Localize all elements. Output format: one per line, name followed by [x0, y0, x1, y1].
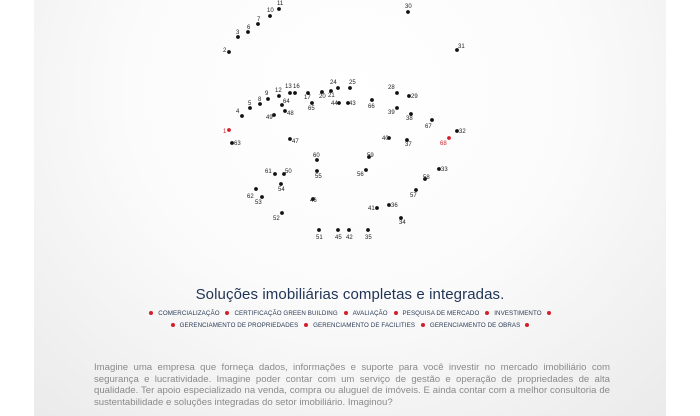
puzzle-dot-8: [258, 97, 262, 106]
dot-number: 38: [406, 116, 413, 122]
dot-number: 12: [275, 88, 282, 94]
dot-number: 10: [267, 8, 274, 14]
dot-marker: [366, 228, 370, 232]
dot-number: 60: [313, 153, 320, 159]
puzzle-dot-1: [223, 128, 231, 135]
dot-number: 1: [223, 129, 227, 135]
dot-number: 11: [277, 1, 284, 7]
dot-number: 37: [405, 142, 412, 148]
puzzle-dot-10: [267, 8, 274, 18]
puzzle-dot-35: [365, 228, 372, 241]
puzzle-dot-60: [313, 153, 320, 162]
puzzle-dot-42: [346, 228, 353, 241]
dot-number: 39: [388, 110, 395, 116]
puzzle-dot-12: [275, 88, 282, 98]
service-item: [304, 322, 415, 329]
dot-marker: [266, 97, 270, 101]
dot-marker: [310, 101, 314, 105]
dot-number: 41: [368, 206, 375, 212]
puzzle-dot-33: [437, 167, 448, 173]
bullet-dot-icon: [171, 323, 175, 327]
puzzle-dot-43: [346, 101, 356, 107]
dot-number: 7: [257, 17, 261, 23]
bullet-dot-icon: [304, 323, 308, 327]
dot-marker: [293, 91, 297, 95]
puzzle-dot-49: [266, 113, 276, 121]
puzzle-dot-57: [410, 188, 418, 199]
puzzle-dot-58: [423, 175, 430, 181]
bullet-dot-icon: [225, 311, 229, 315]
dot-marker: [375, 206, 379, 210]
dot-marker: [268, 14, 272, 18]
puzzle-dot-59: [367, 153, 374, 159]
bullet-dot-icon: [525, 323, 529, 327]
dot-number: 63: [234, 141, 241, 147]
puzzle-dot-56: [357, 168, 368, 178]
service-item: [149, 310, 219, 317]
puzzle-dot-25: [348, 80, 356, 90]
puzzle-dot-9: [265, 91, 270, 101]
puzzle-dot-28: [388, 85, 399, 95]
puzzle-dot-16: [293, 84, 300, 95]
service-label: GERENCIAMENTO DE FACILITIES: [313, 322, 416, 329]
dot-number: 68: [440, 141, 447, 147]
dot-number: 16: [293, 84, 300, 90]
dot-number: 66: [368, 104, 375, 110]
dot-number: 59: [367, 153, 374, 159]
puzzle-dot-67: [425, 118, 434, 130]
dot-number: 35: [365, 235, 372, 241]
puzzle-dot-5: [248, 101, 252, 110]
dot-number: 29: [411, 94, 418, 100]
dot-marker: [279, 182, 283, 186]
puzzle-dot-34: [399, 216, 406, 226]
dot-number: 47: [292, 139, 299, 145]
dot-number: 9: [265, 91, 269, 97]
dot-number: 44: [331, 101, 338, 107]
dot-number: 55: [315, 174, 322, 180]
dot-marker: [288, 91, 292, 95]
service-label: COMERCIALIZAÇÃO: [158, 310, 220, 317]
service-label: INVESTIMENTO: [494, 310, 542, 317]
dot-number: 17: [304, 95, 311, 101]
dot-marker: [348, 86, 352, 90]
dot-marker: [336, 228, 340, 232]
dot-marker: [447, 136, 451, 140]
dot-number: 48: [287, 111, 294, 117]
dot-marker: [315, 169, 319, 173]
puzzle-dot-64: [280, 99, 290, 107]
puzzle-dot-32: [455, 129, 466, 135]
dot-number: 67: [425, 124, 432, 130]
dot-number: 4: [236, 109, 240, 115]
dot-number: 28: [388, 85, 395, 91]
service-item: [394, 310, 480, 317]
puzzle-dot-11: [277, 1, 284, 11]
dot-marker: [273, 172, 277, 176]
dot-number: 51: [316, 235, 323, 241]
puzzle-dot-13: [285, 84, 292, 95]
dot-number: 54: [278, 187, 285, 193]
puzzle-dot-47: [288, 137, 299, 145]
dot-number: 43: [349, 101, 356, 107]
puzzle-dot-52: [273, 211, 284, 222]
dot-number: 31: [458, 44, 465, 50]
bullet-dot-icon: [344, 311, 348, 315]
puzzle-dot-61: [265, 169, 277, 176]
dot-marker: [227, 50, 231, 54]
dot-number: 5: [248, 101, 252, 107]
dot-number: 34: [399, 220, 406, 226]
puzzle-dot-55: [315, 169, 322, 180]
services-row-2: [60, 322, 640, 329]
dot-marker: [317, 228, 321, 232]
puzzle-dot-44: [331, 101, 341, 107]
service-label: AVALIAÇÃO: [352, 310, 388, 317]
dot-number: 58: [423, 175, 430, 181]
puzzle-dot-21: [328, 89, 335, 99]
dot-marker: [364, 168, 368, 172]
dot-number: 65: [308, 106, 315, 112]
headline: Soluções imobiliárias completas e integradas.: [195, 286, 505, 303]
dot-number: 50: [285, 169, 292, 175]
dot-number: 3: [236, 30, 240, 36]
puzzle-dot-66: [368, 98, 375, 110]
puzzle-dot-45: [335, 228, 342, 241]
dot-number: 61: [265, 169, 272, 175]
dot-number: 2: [223, 48, 227, 54]
dot-marker: [227, 128, 231, 132]
service-label: GERENCIAMENTO DE PROPRIEDADES: [179, 322, 299, 329]
bullet-dot-icon: [394, 311, 398, 315]
bullet-dot-icon: [421, 323, 425, 327]
puzzle-dot-20: [319, 90, 326, 100]
dot-marker: [347, 228, 351, 232]
puzzle-dot-63: [230, 141, 241, 147]
puzzle-dot-62: [247, 187, 258, 200]
dot-marker: [406, 10, 410, 14]
service-item: [225, 310, 337, 317]
dot-number: 64: [283, 99, 290, 105]
dot-number: 49: [266, 115, 273, 121]
puzzle-dot-50: [282, 169, 292, 176]
dot-marker: [370, 98, 374, 102]
intro-paragraph: Imagine uma empresa que forneça dados, informações e suporte para você investir no mercado imobiliário com segurança e lucratividade. Imagine poder contar com um serviço de gestão e operação de propriedades de alta qualidade. Ter apoio especializado na venda, compra ou aluguel de imóveis. E ainda contar com a melhor consultoria de sustentabilidade e soluções integradas do setor imobiliário. Imaginou?: [94, 362, 610, 408]
dot-number: 53: [255, 200, 262, 206]
services-row-1: [60, 310, 640, 317]
puzzle-dot-54: [278, 182, 285, 193]
dot-marker: [395, 106, 399, 110]
puzzle-dot-48: [283, 109, 294, 117]
dot-number: 46: [310, 198, 317, 204]
puzzle-dot-51: [316, 228, 323, 241]
puzzle-dot-41: [368, 206, 379, 212]
puzzle-dot-17: [304, 91, 311, 101]
service-item: [421, 322, 529, 329]
puzzle-dot-46: [310, 197, 317, 204]
dot-marker: [280, 211, 284, 215]
puzzle-dot-39: [388, 106, 399, 116]
dot-marker: [414, 188, 418, 192]
dot-number: 42: [346, 235, 353, 241]
puzzle-dot-2: [223, 48, 231, 54]
puzzle-dot-24: [330, 80, 340, 90]
dot-number: 52: [273, 216, 280, 222]
dot-number: 45: [335, 235, 342, 241]
bullet-dot-icon: [149, 311, 153, 315]
dot-number: 32: [459, 129, 466, 135]
dot-marker: [336, 86, 340, 90]
dot-number: 24: [330, 80, 337, 86]
puzzle-dot-4: [236, 109, 244, 118]
puzzle-dot-7: [256, 17, 261, 26]
dot-number: 57: [410, 193, 417, 199]
service-item: [485, 310, 551, 317]
dot-number: 13: [285, 84, 292, 90]
dot-marker: [254, 187, 258, 191]
dot-number: 25: [349, 80, 356, 86]
dot-number: 36: [391, 203, 398, 209]
dot-marker: [277, 7, 281, 11]
bullet-dot-icon: [547, 311, 551, 315]
puzzle-dot-29: [407, 94, 418, 100]
service-label: CERTIFICAÇÃO GREEN BUILDING: [234, 310, 338, 317]
dot-marker: [277, 94, 281, 98]
puzzle-dot-36: [387, 203, 398, 209]
dot-marker: [395, 91, 399, 95]
puzzle-dot-38: [406, 112, 413, 122]
dot-number: 40: [382, 136, 389, 142]
puzzle-dot-6: [246, 25, 251, 34]
dot-marker: [430, 118, 434, 122]
dot-number: 20: [319, 94, 326, 100]
service-item: [171, 322, 299, 329]
service-item: [344, 310, 388, 317]
dot-number: 21: [328, 93, 335, 99]
dot-number: 33: [441, 167, 448, 173]
dot-marker: [260, 195, 264, 199]
dot-number: 30: [405, 4, 412, 10]
puzzle-dot-31: [455, 44, 465, 52]
dot-marker: [240, 114, 244, 118]
puzzle-dot-30: [405, 4, 412, 14]
puzzle-dot-3: [236, 30, 240, 39]
service-label: GERENCIAMENTO DE OBRAS: [429, 322, 521, 329]
puzzle-dot-37: [405, 138, 412, 148]
puzzle-dot-65: [308, 101, 315, 112]
bullet-dot-icon: [485, 311, 489, 315]
puzzle-dot-68: [440, 136, 451, 147]
dot-number: 6: [247, 25, 251, 31]
puzzle-dot-40: [382, 136, 391, 142]
puzzle-dot-53: [255, 195, 264, 206]
dot-number: 62: [247, 194, 254, 200]
service-label: PESQUISA DE MERCADO: [402, 310, 480, 317]
dot-number: 56: [357, 172, 364, 178]
dot-number: 8: [258, 97, 262, 103]
